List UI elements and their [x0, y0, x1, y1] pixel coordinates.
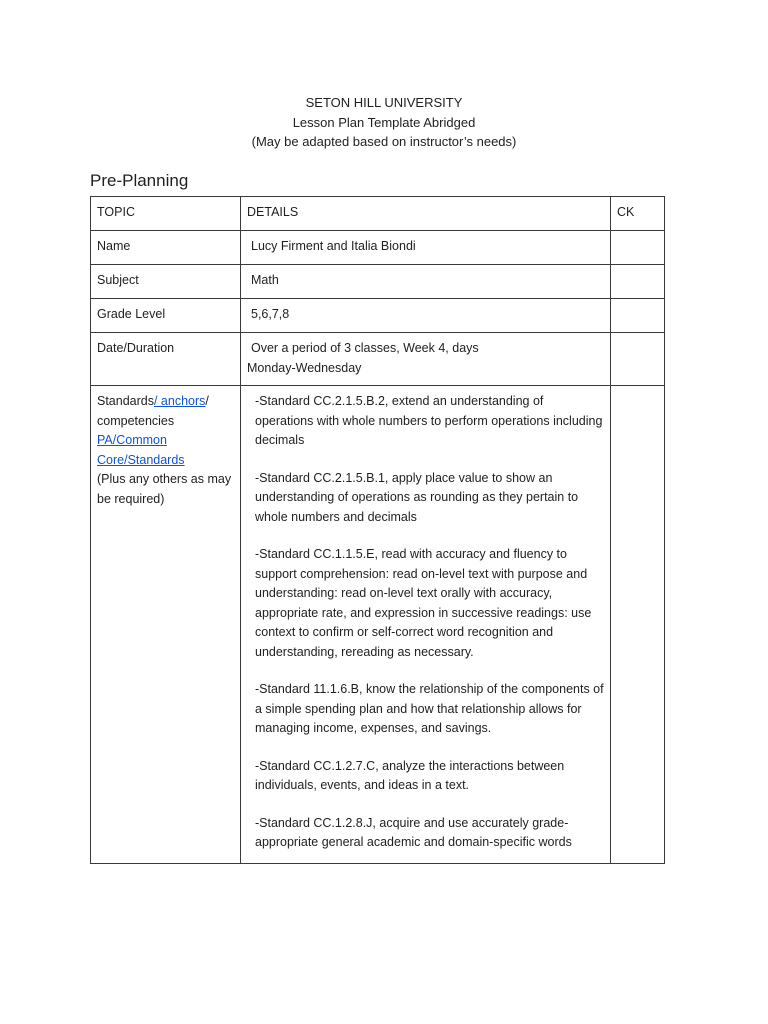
standard-item: -Standard CC.1.2.8.J, acquire and use accurately grade-appropriate general academic and domain-specific words	[255, 815, 572, 849]
table-row-date-duration	[91, 333, 665, 386]
details-grade-level: 5,6,7,8	[241, 299, 611, 333]
table-row-subject	[91, 265, 665, 299]
document-header	[0, 93, 768, 152]
topic-standards	[91, 386, 241, 864]
topic-grade-level: Grade Level	[91, 299, 241, 333]
header-details: DETAILS	[241, 197, 611, 231]
standards-slash: /	[205, 394, 209, 408]
topic-date-duration: Date/Duration	[91, 333, 241, 386]
standard-item: -Standard 11.1.6.B, know the relationship of the components of a simple spending plan and how that relationship allows for managing income, expenses, and savings.	[255, 682, 604, 735]
header-topic: TOPIC	[91, 197, 241, 231]
standard-item: -Standard CC.2.1.5.B.1, apply place value to show an understanding of operations as rounding as they pertain to whole numbers and decimals	[255, 470, 579, 524]
date-duration-line2: Monday-Wednesday	[247, 360, 362, 375]
standards-label: Standards	[97, 394, 154, 408]
ck-date-duration	[611, 333, 665, 386]
plus-others-note: (Plus any others as may be required)	[97, 472, 232, 506]
details-standards	[241, 386, 611, 864]
header-ck: CK	[611, 197, 665, 231]
ck-subject	[611, 265, 665, 299]
section-title-pre-planning: Pre-Planning	[90, 171, 189, 190]
document-subtitle: (May be adapted based on instructor’s needs)	[251, 134, 517, 149]
university-name: SETON HILL UNIVERSITY	[305, 95, 463, 110]
ck-grade-level	[611, 299, 665, 333]
document-title: Lesson Plan Template Abridged	[292, 114, 476, 130]
table-header-row	[91, 197, 665, 231]
topic-subject: Subject	[91, 265, 241, 299]
date-duration-line1: Over a period of 3 classes, Week 4, days	[251, 341, 479, 355]
details-name: Lucy Firment and Italia Biondi	[241, 231, 611, 265]
details-date-duration	[241, 333, 611, 386]
pre-planning-table	[90, 196, 665, 864]
standard-item: -Standard CC.1.2.7.C, analyze the interactions between individuals, events, and ideas in a text.	[255, 758, 565, 792]
topic-name: Name	[91, 231, 241, 265]
standard-item: -Standard CC.1.1.5.E, read with accuracy and fluency to support comprehension: read on-level text with purpose and understanding: read on-level text orally with accuracy, appropriate rate, and expression in successive readings: use context to confirm or self-correct word recognition and understanding, rereading as necessary.	[255, 547, 592, 659]
table-row-name	[91, 231, 665, 265]
details-subject: Math	[241, 265, 611, 299]
ck-name	[611, 231, 665, 265]
anchors-link[interactable]: / anchors	[153, 394, 206, 408]
pa-common-core-standards-link[interactable]: PA/Common Core/Standards	[97, 433, 185, 467]
competencies-label: competencies	[97, 413, 175, 428]
standard-item: -Standard CC.2.1.5.B.2, extend an understanding of operations with whole numbers to perform operations including decimals	[255, 394, 603, 447]
table-row-grade-level	[91, 299, 665, 333]
table-row-standards	[91, 386, 665, 864]
ck-standards	[611, 386, 665, 864]
